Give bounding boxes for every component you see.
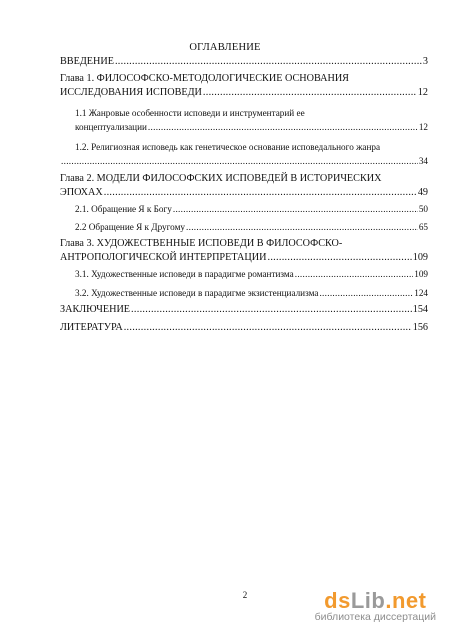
toc-entry-text-cont: ЭПОХАХ [60,187,103,198]
leader-dots [104,186,417,200]
leader-dots [148,120,418,134]
toc-entry-text-cont: концептуализации [75,122,147,132]
toc-page-number: 65 [418,222,428,232]
toc-entry-section-2-2[interactable] [75,220,428,234]
toc-entry-intro[interactable] [60,55,428,69]
toc-entry-text: 3.1. Художественные исповеди в парадигме романтизма [75,269,294,279]
toc-entry-text: 2.2 Обращение Я к Другому [75,222,186,232]
toc-entry-section-2-1[interactable] [75,202,428,216]
toc-page-number: 124 [414,288,428,298]
toc-page-number: 50 [418,204,428,214]
toc-page-number: 12 [417,87,428,98]
toc-entry-text: Глава 1. ФИЛОСОФСКО-МЕТОДОЛОГИЧЕСКИЕ ОСНОВАНИЯ [60,73,349,84]
toc-entry-conclusion[interactable] [60,303,428,317]
toc-page-number: 109 [412,252,428,263]
leader-dots [61,154,418,168]
toc-entry-text: ВВЕДЕНИЕ [60,56,114,67]
page-number: 2 [242,590,248,600]
toc-entry-chapter-1[interactable] [60,72,428,100]
toc-page-number: 3 [422,56,428,67]
toc-entry-text: 2.1. Обращение Я к Богу [75,204,172,214]
toc-entry-chapter-2[interactable] [60,172,428,200]
leader-dots [173,202,418,216]
toc-page-number: 34 [418,156,428,166]
toc-page-number: 154 [412,304,428,315]
toc-entry-text: Глава 3. ХУДОЖЕСТВЕННЫЕ ИСПОВЕДИ В ФИЛОСОФСКО- [60,238,343,249]
leader-dots [295,267,414,281]
leader-dots [124,321,412,335]
leader-dots [319,286,413,300]
toc-entry-text: 1.1 Жанровые особенности исповеди и инструментарий ее [75,108,305,118]
toc-entry-text-cont: ИССЛЕДОВАНИЯ ИСПОВЕДИ [60,87,202,98]
toc-page-number: 12 [418,122,428,132]
leader-dots [115,55,422,69]
toc-page-number: 109 [414,269,428,279]
toc-entry-section-3-1[interactable] [75,267,428,281]
watermark-caption: библиотека диссертаций [314,611,436,623]
toc-entry-text-cont: АНТРОПОЛОГИЧЕСКОЙ ИНТЕРПРЕТАЦИИ [60,252,267,263]
toc-entry-text: ЛИТЕРАТУРА [60,322,123,333]
toc-entry-text: 1.2. Религиозная исповедь как генетическое основание исповедального жанра [75,142,381,152]
toc-entry-text: 3.2. Художественные исповеди в парадигме экзистенциализма [75,288,319,298]
toc-title: ОГЛАВЛЕНИЕ [189,42,261,53]
toc-page-number: 49 [417,187,428,198]
toc-entry-section-3-2[interactable] [75,286,428,300]
toc-entry-chapter-3[interactable] [60,237,428,265]
toc-entry-section-1-2[interactable] [75,140,428,168]
dslib-watermark[interactable] [315,588,436,623]
dslib-logo: dsLib.net [324,588,427,613]
toc-page-number: 156 [412,322,428,333]
leader-dots [186,220,418,234]
leader-dots [267,251,411,265]
toc-entry-section-1-1[interactable] [75,106,428,134]
toc-entry-literature[interactable] [60,321,428,335]
leader-dots [203,86,417,100]
leader-dots [131,303,412,317]
toc-entry-text: Глава 2. МОДЕЛИ ФИЛОСОФСКИХ ИСПОВЕДЕЙ В ИСТОРИЧЕСКИХ [60,173,382,184]
toc-entry-text: ЗАКЛЮЧЕНИЕ [60,304,131,315]
